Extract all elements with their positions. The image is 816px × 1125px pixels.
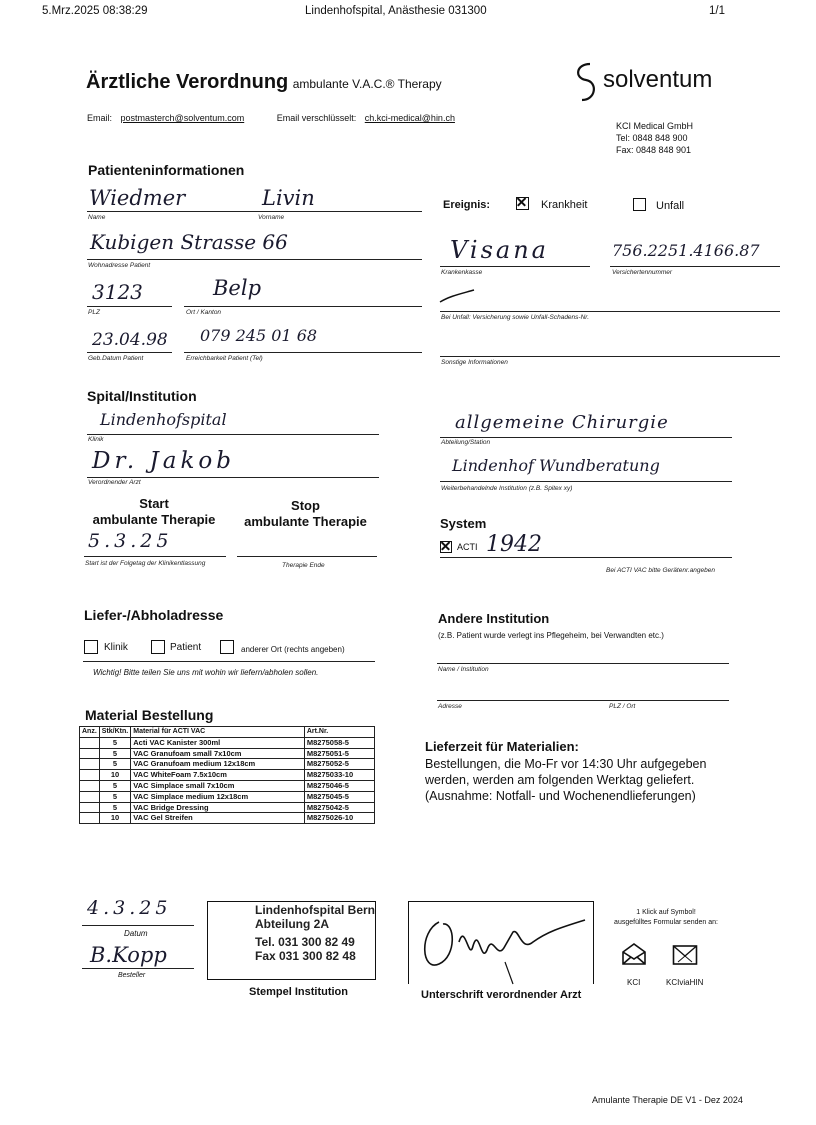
unfall-strike-mark <box>438 288 478 306</box>
print-title: Lindenhofspital, Anästhesie 031300 <box>305 5 487 17</box>
kcihin-label: KCIviaHIN <box>666 978 704 987</box>
besteller-value[interactable]: B.Kopp <box>90 943 167 967</box>
stop-heading-line2: ambulante Therapie <box>244 514 367 529</box>
stk-cell: 5 <box>99 759 130 770</box>
besteller-label: Besteller <box>118 972 146 979</box>
col-material: Material für ACTI VAC <box>131 727 305 738</box>
other-plz-label: PLZ / Ort <box>609 703 636 710</box>
delivery-heading: Liefer-/Abholadresse <box>84 607 224 623</box>
material-table-header <box>80 727 375 738</box>
art-cell: M8275046-5 <box>304 780 374 791</box>
send-info <box>606 908 726 928</box>
anz-cell[interactable] <box>80 759 100 770</box>
form-title-row <box>86 71 442 94</box>
lieferzeit-line2: werden, werden am folgenden Werktag geliefert. <box>425 773 695 787</box>
weiter-label: Weiterbehandelnde Institution (z.B. Spitex xy) <box>441 485 573 492</box>
date-label: Datum <box>124 929 148 938</box>
material-heading: Material Bestellung <box>85 707 214 723</box>
anz-cell[interactable] <box>80 791 100 802</box>
email-row <box>87 113 455 123</box>
anz-cell[interactable] <box>80 802 100 813</box>
arzt-value[interactable]: Dr. Jakob <box>92 448 235 474</box>
material-table <box>79 726 375 824</box>
anz-cell[interactable] <box>80 780 100 791</box>
company-tel: Tel: 0848 848 900 <box>616 133 688 143</box>
klinik-label: Klinik <box>88 436 104 443</box>
stop-heading <box>238 498 373 530</box>
abteilung-label: Abteilung/Station <box>441 439 491 446</box>
patient-vorname-value[interactable]: Livin <box>262 186 315 210</box>
stamp-line3: Tel. 031 300 82 49 <box>255 935 355 949</box>
lieferzeit-heading: Lieferzeit für Materialien: <box>425 739 579 754</box>
anz-cell[interactable] <box>80 737 100 748</box>
patient-ort-value[interactable]: Belp <box>213 276 262 300</box>
table-row <box>80 791 375 802</box>
lieferzeit-line3: (Ausnahme: Notfall- und Wochenendlieferungen) <box>425 789 696 803</box>
material-cell: VAC Granufoam small 7x10cm <box>131 748 305 759</box>
kasse-label: Krankenkasse <box>441 269 483 276</box>
stk-cell: 5 <box>99 802 130 813</box>
lieferzeit-line1: Bestellungen, die Mo-Fr vor 14:30 Uhr aufgegeben <box>425 757 707 771</box>
other-name-label: Name / Institution <box>438 666 489 673</box>
other-sub: (z.B. Patient wurde verlegt ins Pflegeheim, bei Verwandten etc.) <box>438 631 664 640</box>
secure-mail-icon <box>672 944 698 966</box>
stk-cell: 10 <box>99 813 130 824</box>
arzt-signature-label: Unterschrift verordnender Arzt <box>421 989 582 1001</box>
krankheit-label: Krankheit <box>541 199 588 211</box>
stk-cell: 5 <box>99 780 130 791</box>
phone-label: Erreichbarkeit Patient (Tel) <box>186 355 263 362</box>
stk-cell: 5 <box>99 737 130 748</box>
dob-label: Geb.Datum Patient <box>88 355 144 362</box>
spital-heading: Spital/Institution <box>87 388 197 404</box>
send-line1: 1 Klick auf Symbol! <box>636 909 696 916</box>
table-row <box>80 813 375 824</box>
kci-hin-mail-button[interactable] <box>672 944 698 971</box>
logo-text: solventum <box>603 66 713 93</box>
patient-plz-value[interactable]: 3123 <box>92 280 143 304</box>
col-anz: Anz. <box>80 727 100 738</box>
kasse-value[interactable]: Visana <box>450 236 549 264</box>
form-title-suffix: ambulante V.A.C.® Therapy <box>292 77 442 91</box>
material-cell: VAC Bridge Dressing <box>131 802 305 813</box>
art-cell: M8275051-5 <box>304 748 374 759</box>
delivery-patient-checkbox[interactable] <box>151 640 165 654</box>
company-name: KCI Medical GmbH <box>616 121 694 131</box>
solventum-logo-icon <box>566 60 606 104</box>
delivery-patient-label: Patient <box>170 642 202 653</box>
name-label: Name <box>88 214 106 221</box>
art-cell: M8275045-5 <box>304 791 374 802</box>
footer-version: Amulante Therapie DE V1 - Dez 2024 <box>592 1095 743 1105</box>
start-heading-line2: ambulante Therapie <box>92 512 216 527</box>
start-date-value[interactable]: 5.3.25 <box>88 530 173 552</box>
stamp-label: Stempel Institution <box>249 986 348 998</box>
kci-label: KCI <box>627 978 641 987</box>
unfall-label: Unfall <box>656 200 685 212</box>
stamp-line1: Lindenhofspital Bern <box>255 903 375 917</box>
stk-cell: 5 <box>99 748 130 759</box>
table-row <box>80 802 375 813</box>
sonstige-label: Sonstige Informationen <box>441 359 508 366</box>
stop-label: Therapie Ende <box>282 562 325 569</box>
delivery-anderer-label: anderer Ort (rechts angeben) <box>241 645 345 654</box>
col-art: Art.Nr. <box>304 727 374 738</box>
lieferzeit-text <box>425 756 706 804</box>
acti-label: ACTI <box>457 542 478 552</box>
unfall-info-label: Bei Unfall: Versicherung sowie Unfall-Schadens-Nr. <box>441 314 589 321</box>
col-stk: Stk/Ktn. <box>99 727 130 738</box>
print-datetime: 5.Mrz.2025 08:38:29 <box>42 5 148 17</box>
mail-icon <box>621 942 647 966</box>
anz-cell[interactable] <box>80 748 100 759</box>
unfall-checkbox[interactable] <box>633 198 646 211</box>
system-note: Bei ACTI VAC bitte Gerätenr.angeben <box>606 567 715 574</box>
anz-cell[interactable] <box>80 770 100 781</box>
other-heading: Andere Institution <box>438 611 550 626</box>
material-cell: VAC Gel Streifen <box>131 813 305 824</box>
delivery-klinik-label: Klinik <box>104 642 128 653</box>
acti-number-value[interactable]: 1942 <box>486 532 542 557</box>
art-cell: M8275052-5 <box>304 759 374 770</box>
material-cell: VAC WhiteFoam 7.5x10cm <box>131 770 305 781</box>
email-enc-label: Email verschlüsselt: <box>276 113 357 123</box>
stamp-line4: Fax 031 300 82 48 <box>255 949 356 963</box>
other-adresse-label: Adresse <box>438 703 462 710</box>
system-heading: System <box>440 516 487 531</box>
patient-dob-value[interactable]: 23.04.98 <box>92 330 168 350</box>
table-row <box>80 770 375 781</box>
patient-heading: Patienteninformationen <box>88 162 245 178</box>
company-fax: Fax: 0848 848 901 <box>616 145 692 155</box>
arzt-label: Verordnender Arzt <box>88 479 141 486</box>
table-row <box>80 737 375 748</box>
art-cell: M8275033-10 <box>304 770 374 781</box>
start-heading <box>84 496 224 528</box>
institution-stamp-box <box>207 901 376 980</box>
anz-cell[interactable] <box>80 813 100 824</box>
stop-heading-line1: Stop <box>291 498 320 513</box>
delivery-klinik-checkbox[interactable] <box>84 640 98 654</box>
weiter-value[interactable]: Lindenhof Wundberatung <box>452 456 660 475</box>
send-line2: ausgefülltes Formular senden an: <box>614 919 718 926</box>
email-enc-link[interactable]: ch.kci-medical@hin.ch <box>364 113 455 123</box>
table-row <box>80 748 375 759</box>
acti-checkbox[interactable] <box>440 541 452 553</box>
table-row <box>80 780 375 791</box>
company-block <box>616 120 693 156</box>
patient-name-value[interactable]: Wiedmer <box>89 186 186 210</box>
ort-label: Ort / Kanton <box>186 309 222 316</box>
address-label: Wohnadresse Patient <box>88 262 151 269</box>
email-label: Email: <box>87 113 113 123</box>
delivery-note: Wichtig! Bitte teilen Sie uns mit wohin wir liefern/abholen sollen. <box>93 668 319 677</box>
abteilung-value[interactable]: allgemeine Chirurgie <box>455 412 669 433</box>
art-cell: M8275042-5 <box>304 802 374 813</box>
stamp-line2: Abteilung 2A <box>255 917 329 931</box>
stk-cell: 10 <box>99 770 130 781</box>
solventum-logo <box>566 60 606 109</box>
doctor-signature-box[interactable] <box>408 901 594 984</box>
stk-cell: 5 <box>99 791 130 802</box>
event-label: Ereignis: <box>443 199 491 211</box>
versnr-label: Versichertennummer <box>612 269 673 276</box>
form-title: Ärztliche Verordnung <box>86 71 289 93</box>
art-cell: M8275026-10 <box>304 813 374 824</box>
print-page: 1/1 <box>709 5 725 17</box>
art-cell: M8275058-5 <box>304 737 374 748</box>
start-heading-line1: Start <box>139 496 169 511</box>
delivery-anderer-checkbox[interactable] <box>220 640 234 654</box>
klinik-value[interactable]: Lindenhofspital <box>100 410 227 429</box>
order-date-value[interactable]: 4.3.25 <box>87 897 172 919</box>
vorname-label: Vorname <box>258 214 285 221</box>
material-cell: Acti VAC Kanister 300ml <box>131 737 305 748</box>
doctor-signature <box>409 902 595 985</box>
email-link[interactable]: postmasterch@solventum.com <box>120 113 245 123</box>
plz-label: PLZ <box>88 309 100 316</box>
material-cell: VAC Simplace medium 12x18cm <box>131 791 305 802</box>
table-row <box>80 759 375 770</box>
material-cell: VAC Simplace small 7x10cm <box>131 780 305 791</box>
start-label: Start ist der Folgetag der Klinikentlassung <box>85 560 206 567</box>
krankheit-checkbox[interactable] <box>516 197 529 210</box>
patient-phone-value[interactable]: 079 245 01 68 <box>200 326 318 345</box>
material-cell: VAC Granufoam medium 12x18cm <box>131 759 305 770</box>
kci-mail-button[interactable] <box>621 942 647 971</box>
patient-address-value[interactable]: Kubigen Strasse 66 <box>90 230 288 254</box>
versnr-value[interactable]: 756.2251.4166.87 <box>612 241 760 260</box>
